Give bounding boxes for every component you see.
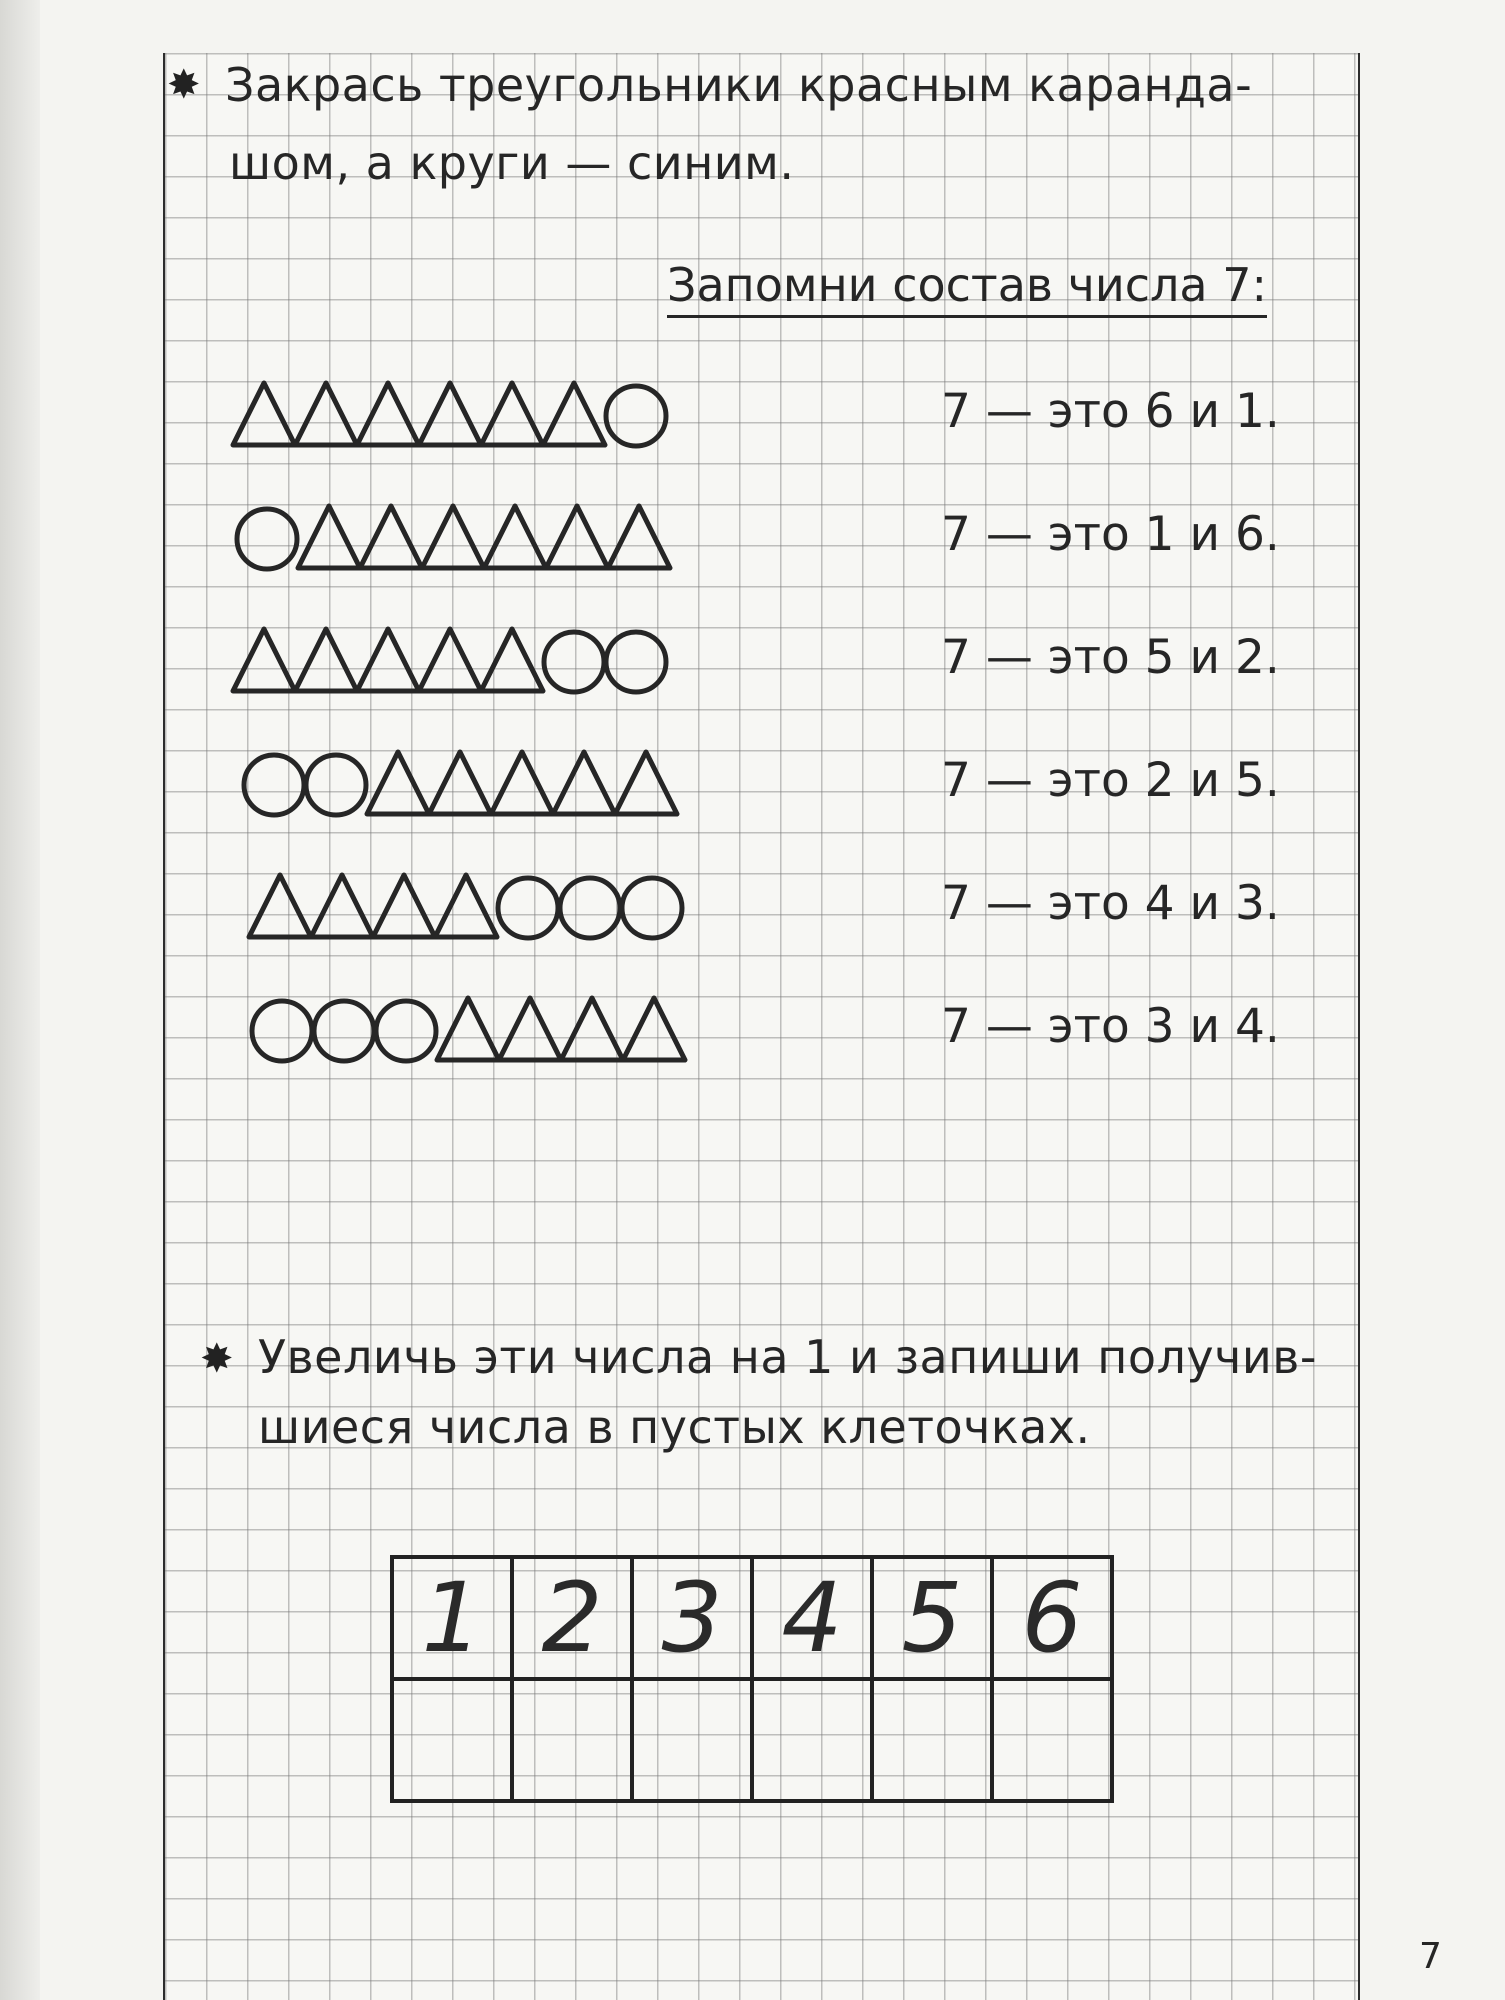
table-row-answers — [392, 1679, 1112, 1801]
answer-cell[interactable] — [992, 1679, 1112, 1801]
number-cell: 6 — [992, 1557, 1112, 1679]
task-star-icon: ✸ — [200, 1336, 234, 1382]
triangle-shape[interactable] — [561, 998, 623, 1060]
triangle-shape[interactable] — [484, 506, 546, 568]
number-cell: 5 — [872, 1557, 992, 1679]
triangle-shape[interactable] — [429, 752, 491, 814]
triangle-shape[interactable] — [419, 629, 481, 691]
triangle-shape[interactable] — [543, 383, 605, 445]
triangle-shape[interactable] — [422, 506, 484, 568]
circle-shape[interactable] — [544, 632, 604, 692]
circle-shape[interactable] — [622, 878, 682, 938]
memo-title: Запомни состав числа 7: — [667, 255, 1267, 318]
circle-shape[interactable] — [606, 632, 666, 692]
circle-shape[interactable] — [560, 878, 620, 938]
circle-shape[interactable] — [306, 755, 366, 815]
circle-shape[interactable] — [376, 1001, 436, 1061]
triangle-shape[interactable] — [233, 629, 295, 691]
task1-line-1: Закрась треугольники красным каранда- — [225, 58, 1253, 112]
triangle-shape[interactable] — [546, 506, 608, 568]
triangle-shape[interactable] — [419, 383, 481, 445]
triangle-shape[interactable] — [295, 629, 357, 691]
number-cell: 1 — [392, 1557, 512, 1679]
circle-shape[interactable] — [252, 1001, 312, 1061]
triangle-shape[interactable] — [367, 752, 429, 814]
triangle-shape[interactable] — [435, 875, 497, 937]
circle-shape[interactable] — [244, 755, 304, 815]
answer-cell[interactable] — [632, 1679, 752, 1801]
answer-cell[interactable] — [512, 1679, 632, 1801]
equation-row-1: 7 — это 6 и 1. — [941, 384, 1280, 439]
answer-cell[interactable] — [752, 1679, 872, 1801]
triangle-shape[interactable] — [357, 629, 419, 691]
answer-cell[interactable] — [392, 1679, 512, 1801]
task1-line-2: шом, а круги — синим. — [229, 136, 795, 190]
triangle-shape[interactable] — [298, 506, 360, 568]
circle-shape[interactable] — [606, 386, 666, 446]
number-cell: 4 — [752, 1557, 872, 1679]
task-star-icon: ✸ — [167, 62, 201, 108]
triangle-shape[interactable] — [608, 506, 670, 568]
table-row-given — [392, 1557, 1112, 1679]
number-cell: 2 — [512, 1557, 632, 1679]
page-number: 7 — [1419, 1936, 1442, 1977]
triangle-shape[interactable] — [553, 752, 615, 814]
triangle-shape[interactable] — [615, 752, 677, 814]
number-table — [390, 1555, 1114, 1803]
equation-row-3: 7 — это 5 и 2. — [941, 630, 1280, 685]
triangle-shape[interactable] — [360, 506, 422, 568]
triangle-shape[interactable] — [311, 875, 373, 937]
triangle-shape[interactable] — [249, 875, 311, 937]
triangle-shape[interactable] — [357, 383, 419, 445]
task2-line-1: Увеличь эти числа на 1 и запиши получив- — [258, 1330, 1317, 1384]
triangle-shape[interactable] — [295, 383, 357, 445]
equation-row-6: 7 — это 3 и 4. — [941, 999, 1280, 1054]
triangle-shape[interactable] — [437, 998, 499, 1060]
triangle-shape[interactable] — [623, 998, 685, 1060]
equation-row-2: 7 — это 1 и 6. — [941, 507, 1280, 562]
triangle-shape[interactable] — [481, 383, 543, 445]
equation-row-4: 7 — это 2 и 5. — [941, 753, 1280, 808]
number-cell: 3 — [632, 1557, 752, 1679]
equation-row-5: 7 — это 4 и 3. — [941, 876, 1280, 931]
circle-shape[interactable] — [237, 509, 297, 569]
triangle-shape[interactable] — [491, 752, 553, 814]
answer-cell[interactable] — [872, 1679, 992, 1801]
triangle-shape[interactable] — [373, 875, 435, 937]
circle-shape[interactable] — [498, 878, 558, 938]
triangle-shape[interactable] — [233, 383, 295, 445]
triangle-shape[interactable] — [499, 998, 561, 1060]
task2-line-2: шиеся числа в пустых клеточках. — [258, 1400, 1091, 1454]
circle-shape[interactable] — [314, 1001, 374, 1061]
triangle-shape[interactable] — [481, 629, 543, 691]
